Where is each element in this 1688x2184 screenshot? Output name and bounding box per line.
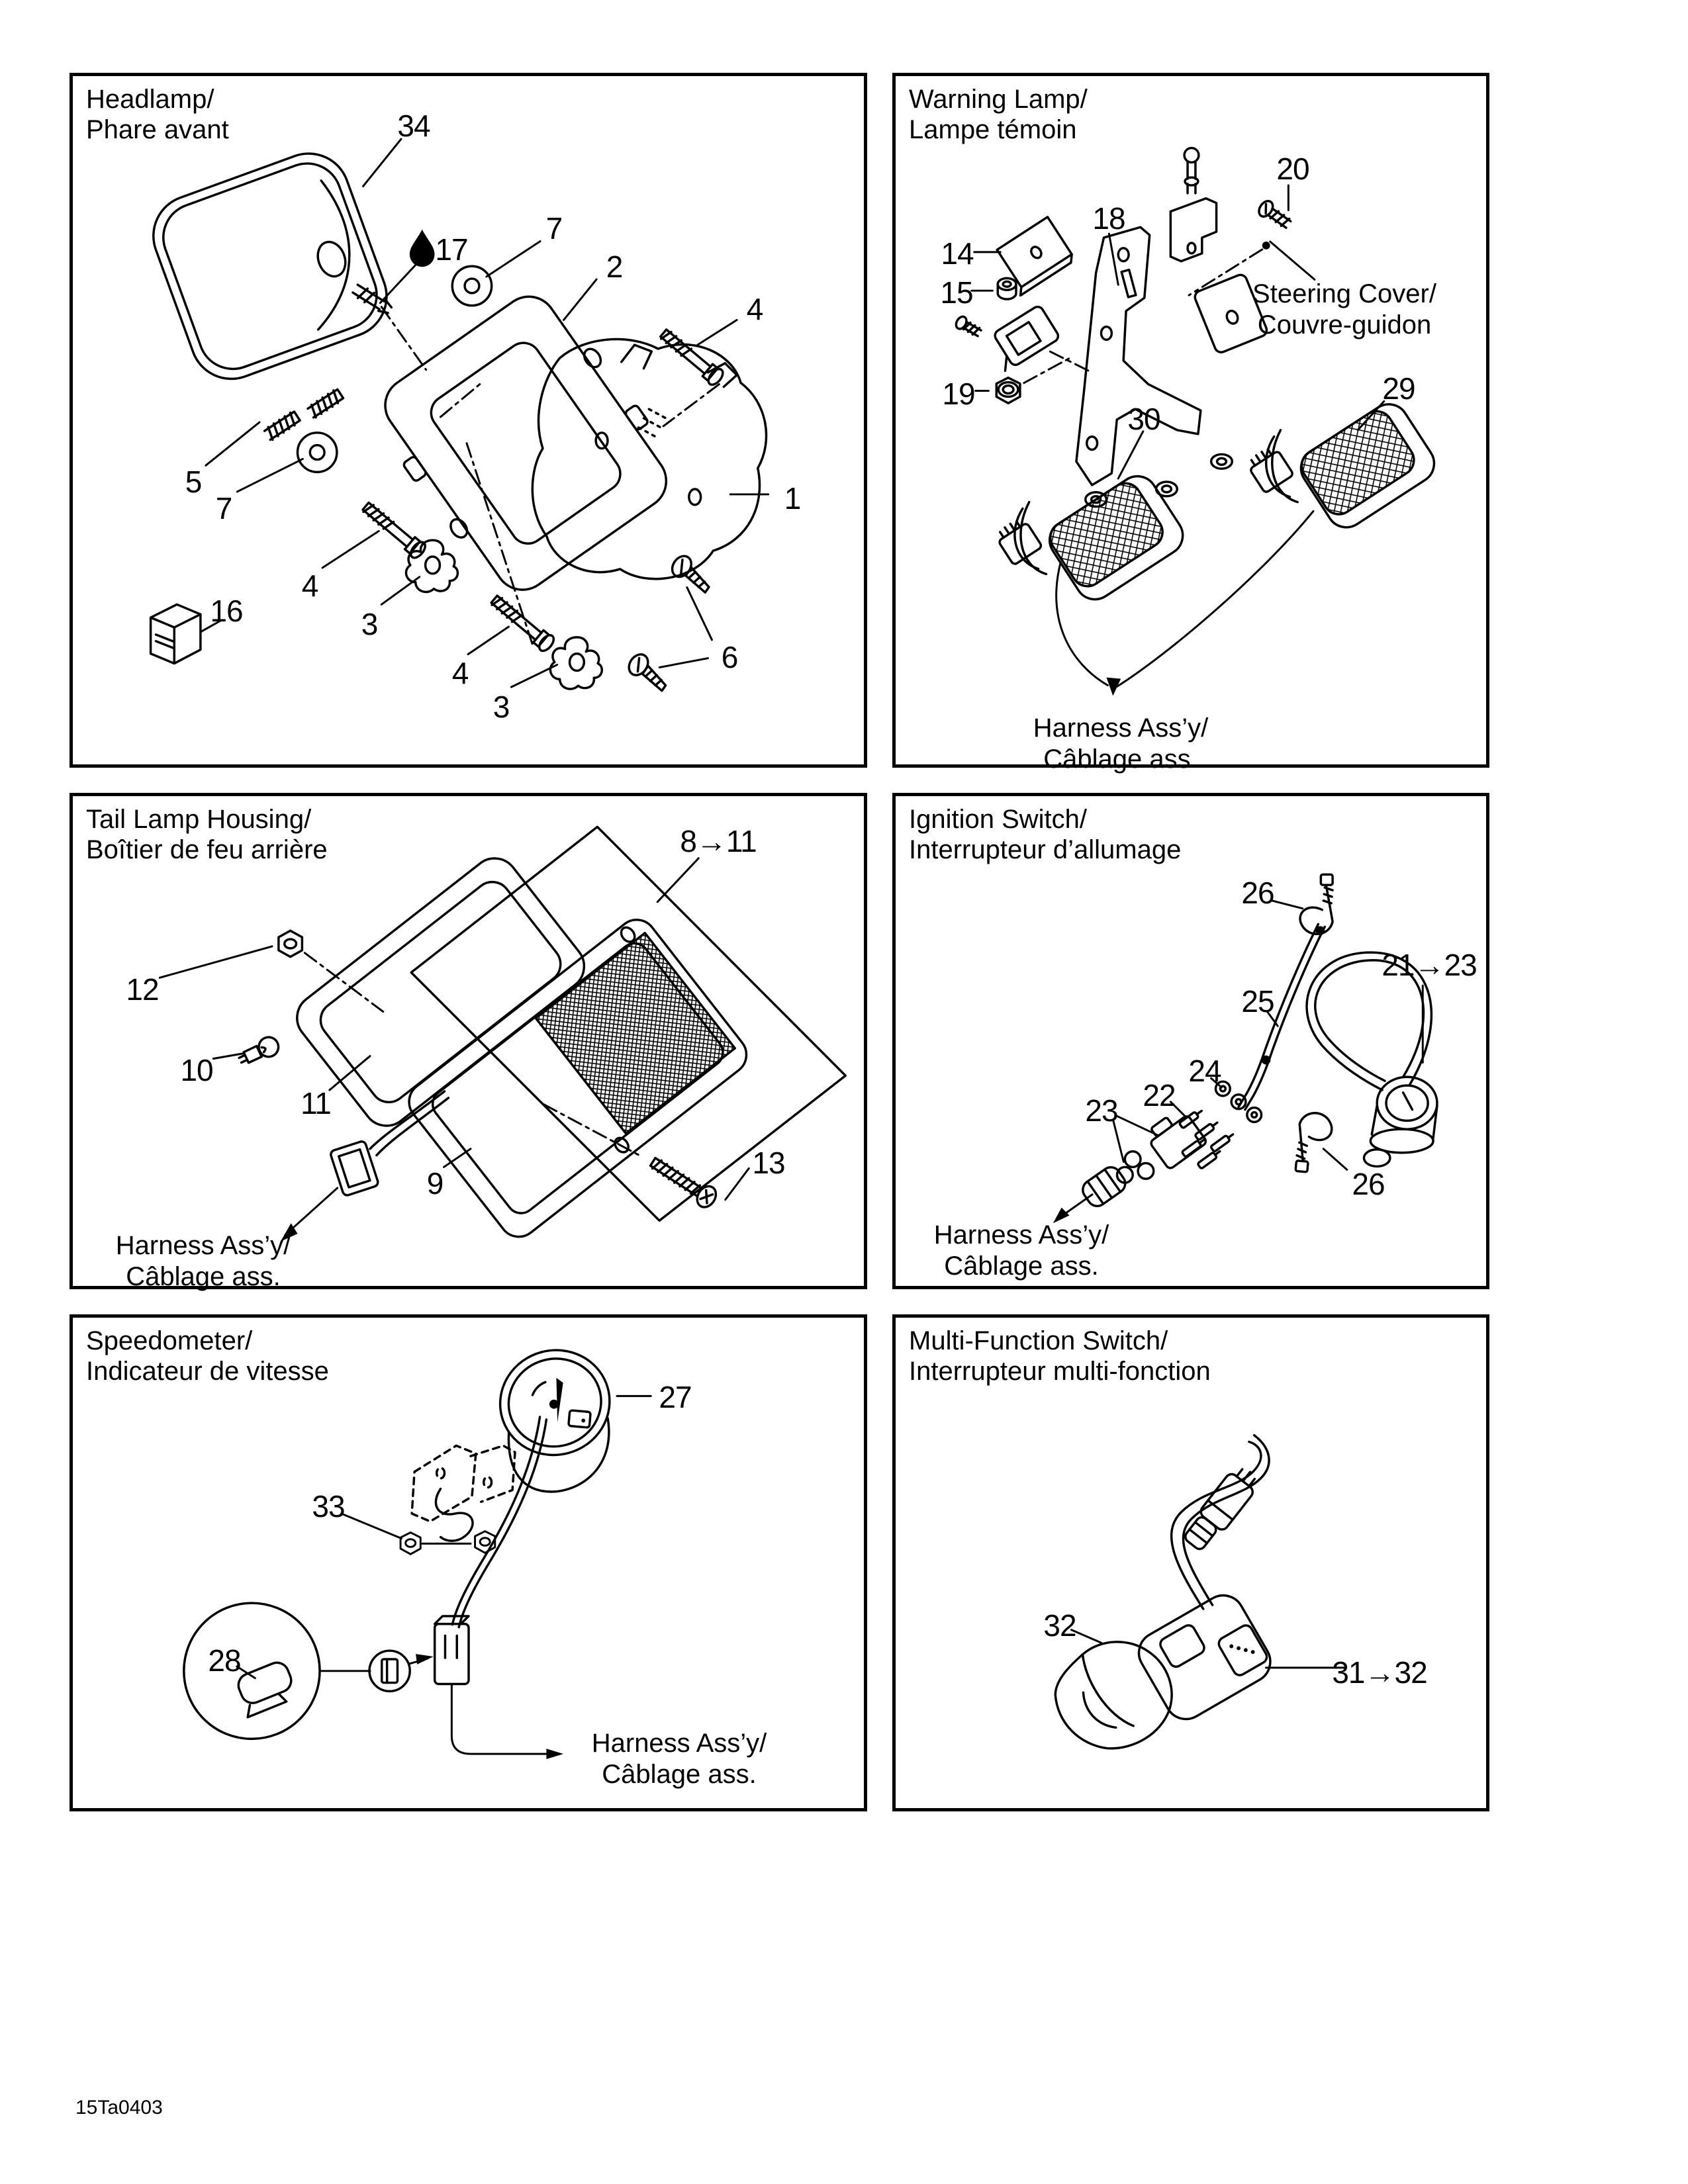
panel-title-fr: Lampe témoin bbox=[909, 115, 1077, 145]
warning-lamp-30-drawing bbox=[994, 447, 1190, 629]
panel-title-fr: Interrupteur d’allumage bbox=[909, 835, 1182, 865]
panel-title-fr: Phare avant bbox=[86, 115, 229, 145]
part-number-13: 13 bbox=[752, 1146, 785, 1180]
warning-lamp-bracket-drawing bbox=[1076, 227, 1232, 506]
steering-cover-label: Steering Cover/ Couvre-guidon bbox=[1252, 279, 1436, 340]
screw-drawing bbox=[669, 553, 716, 596]
part-number-16: 16 bbox=[210, 594, 243, 628]
part-number-33: 33 bbox=[312, 1489, 345, 1524]
panel-title-en: Tail Lamp Housing/ bbox=[86, 805, 312, 834]
bolt-drawing bbox=[489, 592, 557, 654]
part-number-32: 32 bbox=[1043, 1608, 1076, 1643]
bulb-drawing bbox=[236, 1034, 282, 1069]
harness-assy-label: Harness Ass’y/ Câblage ass. bbox=[1033, 713, 1209, 774]
part-number-5: 5 bbox=[185, 465, 202, 499]
cable-tie-drawing bbox=[1300, 874, 1333, 934]
part-number-10: 10 bbox=[180, 1053, 213, 1087]
part-number-28: 28 bbox=[208, 1643, 241, 1678]
connector-boot-drawing bbox=[1079, 1163, 1129, 1210]
part-number-4: 4 bbox=[301, 569, 318, 603]
headlamp-lens-drawing bbox=[142, 142, 398, 390]
part-number-31-32: 31→32 bbox=[1332, 1655, 1427, 1690]
part-number-11: 11 bbox=[301, 1086, 331, 1120]
page-code: 15Ta0403 bbox=[75, 2097, 163, 2118]
panel-title-en: Ignition Switch/ bbox=[909, 805, 1088, 834]
multi-function-switch-illustration bbox=[896, 1318, 1486, 1808]
key-switch-drawing bbox=[1364, 1077, 1437, 1166]
knob-drawing bbox=[550, 637, 602, 689]
panel-ignition-switch bbox=[892, 793, 1489, 1289]
part-number-22: 22 bbox=[1143, 1078, 1176, 1113]
panel-title-en: Multi-Function Switch/ bbox=[909, 1326, 1168, 1355]
panel-title bbox=[909, 84, 1088, 146]
part-number-27: 27 bbox=[659, 1380, 692, 1414]
detail-bubble-small bbox=[369, 1651, 410, 1691]
part-number-12: 12 bbox=[126, 972, 159, 1007]
speedometer-gauge-drawing bbox=[486, 1338, 630, 1502]
part-number-18: 18 bbox=[1092, 201, 1125, 236]
washer-drawing bbox=[297, 433, 336, 472]
terminal-pin-drawing bbox=[1211, 1132, 1235, 1152]
part-number-17: 17 bbox=[435, 232, 468, 267]
small-bracket-drawing bbox=[1170, 199, 1216, 261]
part-number-25: 25 bbox=[1241, 984, 1274, 1019]
part-number-34: 34 bbox=[397, 109, 430, 143]
stud-screw-drawing bbox=[307, 388, 344, 419]
part-number-3: 3 bbox=[361, 607, 378, 641]
panel-title-fr: Indicateur de vitesse bbox=[86, 1357, 329, 1387]
panel-title bbox=[909, 1326, 1211, 1387]
part-number-23: 23 bbox=[1085, 1093, 1118, 1128]
part-number-14: 14 bbox=[941, 236, 974, 271]
panel-title-fr: Interrupteur multi-fonction bbox=[909, 1357, 1211, 1387]
stud-screw-drawing bbox=[264, 410, 301, 441]
panel-title bbox=[86, 1326, 329, 1387]
switch-body-drawing bbox=[1131, 1588, 1278, 1727]
connector-drawing bbox=[435, 1616, 469, 1684]
nut-drawing bbox=[996, 378, 1020, 404]
screw-drawing bbox=[954, 315, 982, 339]
connector-boot-drawing bbox=[1183, 1515, 1218, 1551]
nut-drawing bbox=[279, 931, 303, 956]
panel-title-fr: Boîtier de feu arrière bbox=[86, 835, 328, 865]
clip-drawing bbox=[232, 1659, 299, 1717]
nut-drawing bbox=[400, 1533, 420, 1555]
harness-assy-label: Harness Ass’y/ Câblage ass. bbox=[115, 1231, 291, 1292]
part-number-8-11: 8→11 bbox=[680, 824, 757, 858]
clip-icon-drawing bbox=[382, 1659, 398, 1683]
panel-title-en: Speedometer/ bbox=[86, 1326, 253, 1355]
nut-drawing bbox=[998, 278, 1016, 299]
washer-drawing bbox=[452, 266, 491, 305]
part-number-7: 7 bbox=[545, 211, 563, 246]
panel-title-en: Headlamp/ bbox=[86, 85, 214, 114]
part-number-19: 19 bbox=[942, 377, 975, 411]
panel-title bbox=[909, 804, 1181, 866]
panel-tail-lamp-housing bbox=[70, 793, 867, 1292]
panel-title bbox=[86, 84, 229, 146]
ring-terminal-drawing bbox=[1247, 1108, 1262, 1122]
panel-multi-function-switch bbox=[892, 1314, 1489, 1811]
panel-headlamp bbox=[70, 73, 867, 768]
panel-speedometer bbox=[70, 1314, 867, 1811]
switch-shell-drawing bbox=[1039, 1621, 1190, 1770]
headlamp-housing-drawing bbox=[532, 340, 766, 579]
bulb-block-drawing bbox=[151, 604, 201, 663]
bracket-drawing bbox=[412, 1445, 515, 1521]
shoulder-bolt-drawing bbox=[1184, 148, 1199, 193]
part-number-24: 24 bbox=[1188, 1054, 1221, 1088]
ignition-switch-illustration bbox=[896, 796, 1486, 1286]
warning-lamp-illustration bbox=[896, 76, 1486, 764]
part-number-2: 2 bbox=[606, 250, 623, 284]
bolt-drawing bbox=[657, 326, 726, 388]
part-number-6: 6 bbox=[721, 640, 738, 674]
part-number-20: 20 bbox=[1276, 152, 1309, 186]
part-number-7: 7 bbox=[215, 491, 232, 525]
lamp-body-drawing bbox=[985, 304, 1060, 372]
grease-droplet-icon bbox=[410, 230, 435, 267]
plate-drawing bbox=[993, 217, 1076, 296]
cable-tie-drawing bbox=[1295, 1112, 1333, 1174]
part-number-30: 30 bbox=[1127, 402, 1160, 436]
part-number-15: 15 bbox=[940, 275, 973, 310]
part-number-29: 29 bbox=[1382, 371, 1415, 406]
part-number-1: 1 bbox=[784, 481, 801, 516]
panel-title-en: Warning Lamp/ bbox=[909, 85, 1088, 114]
part-number-3: 3 bbox=[492, 690, 510, 724]
part-number-4: 4 bbox=[746, 292, 763, 326]
harness-assy-label: Harness Ass’y/ Câblage ass. bbox=[591, 1729, 767, 1790]
panel-warning-lamp bbox=[892, 73, 1489, 774]
headlamp-frame-drawing bbox=[363, 277, 689, 608]
harness-assy-label: Harness Ass’y/ Câblage ass. bbox=[933, 1220, 1109, 1281]
part-number-4: 4 bbox=[451, 656, 469, 690]
tail-lamp-illustration bbox=[73, 796, 864, 1286]
terminal-pin-drawing bbox=[1197, 1149, 1222, 1169]
part-number-26: 26 bbox=[1241, 876, 1274, 910]
panel-title bbox=[86, 804, 328, 866]
screw-drawing bbox=[625, 651, 673, 694]
part-number-21-23: 21→23 bbox=[1382, 948, 1477, 982]
part-number-9: 9 bbox=[426, 1166, 444, 1201]
part-number-26: 26 bbox=[1352, 1167, 1385, 1201]
